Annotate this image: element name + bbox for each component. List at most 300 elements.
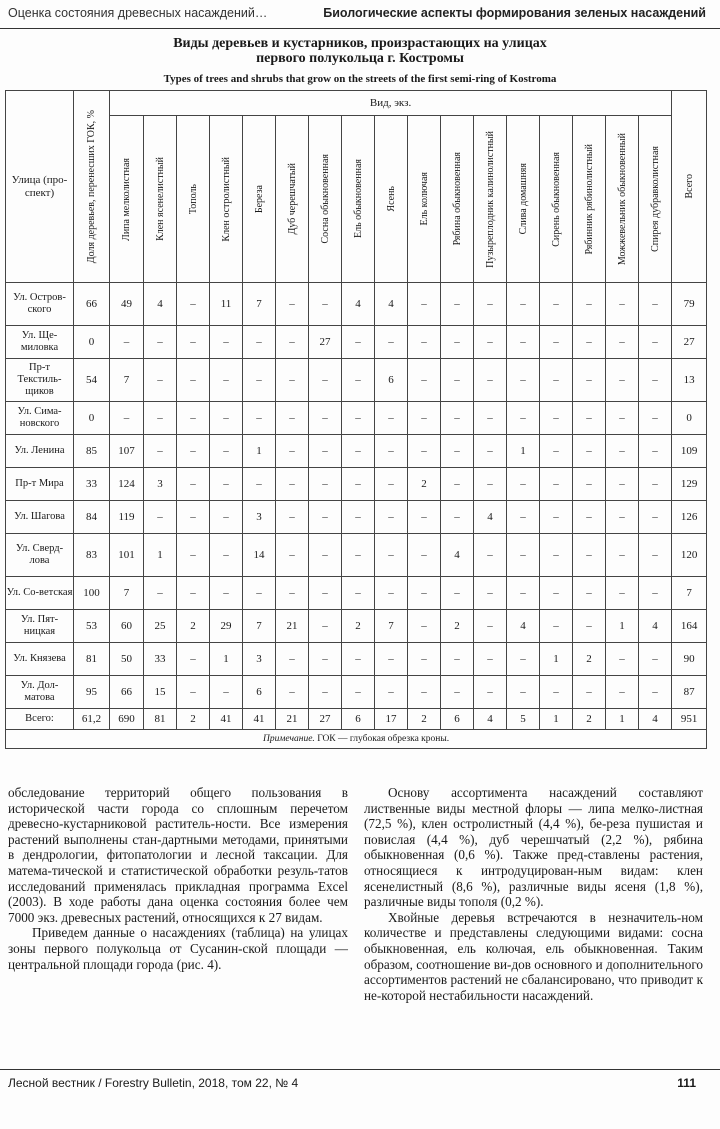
count-cell: – (342, 435, 375, 468)
species-header (210, 116, 243, 283)
count-cell: 4 (474, 709, 507, 730)
species-header-text: Тополь (187, 183, 199, 215)
table-row (6, 610, 707, 643)
count-cell: – (441, 676, 474, 709)
street-name-cell: Пр-т Мира (6, 468, 74, 501)
species-header-text: Слива домашняя (517, 163, 529, 235)
count-cell: – (375, 643, 408, 676)
species-header (177, 116, 210, 283)
count-cell: – (177, 435, 210, 468)
count-cell: 1 (507, 435, 540, 468)
species-header-text: Спирея дубравколистная (649, 146, 661, 252)
species-header-text: Пузыреплодник калинолистный (484, 130, 496, 268)
row-total-cell: 164 (672, 610, 707, 643)
count-cell: – (309, 610, 342, 643)
street-name-cell: Пр-т Текстиль-щиков (6, 359, 74, 402)
count-cell: 29 (210, 610, 243, 643)
count-cell: – (375, 534, 408, 577)
count-cell: – (408, 643, 441, 676)
species-header (408, 116, 441, 283)
count-cell: 107 (110, 435, 144, 468)
count-cell: 101 (110, 534, 144, 577)
count-cell: – (309, 435, 342, 468)
count-cell: – (177, 643, 210, 676)
count-cell: – (606, 402, 639, 435)
running-header (0, 0, 720, 29)
count-cell: – (441, 468, 474, 501)
street-name-cell: Ул. Шагова (6, 501, 74, 534)
count-cell: – (474, 435, 507, 468)
row-total-cell: 120 (672, 534, 707, 577)
street-name-cell: Ул. Сима-новского (6, 402, 74, 435)
street-name-cell: Ул. Князева (6, 643, 74, 676)
share-cell: 95 (74, 676, 110, 709)
running-header-right: Биологические аспекты формирования зеленых насаждений (323, 6, 706, 20)
header-share-text: Доля деревьев, перенесших ГОК, % (86, 109, 97, 264)
count-cell: – (573, 283, 606, 326)
count-cell: 81 (144, 709, 177, 730)
species-header-text: Рябинник рябинолистный (583, 143, 595, 255)
note-text: ГОК — глубокая обрезка кроны. (314, 734, 450, 744)
count-cell: – (540, 435, 573, 468)
count-cell: – (474, 283, 507, 326)
count-cell: – (606, 283, 639, 326)
count-cell: 6 (441, 709, 474, 730)
count-cell: – (210, 676, 243, 709)
count-cell: 50 (110, 643, 144, 676)
row-total-cell: 90 (672, 643, 707, 676)
count-cell: 2 (573, 709, 606, 730)
count-cell: 4 (375, 283, 408, 326)
count-cell: – (177, 501, 210, 534)
count-cell: – (540, 359, 573, 402)
share-cell: 0 (74, 402, 110, 435)
count-cell: 6 (375, 359, 408, 402)
count-cell: 1 (540, 643, 573, 676)
count-cell: – (408, 501, 441, 534)
count-cell: – (276, 534, 309, 577)
running-footer (0, 1069, 720, 1090)
street-name-cell: Ул. Сверд-лова (6, 534, 74, 577)
count-cell: – (606, 501, 639, 534)
count-cell: 4 (639, 709, 672, 730)
paragraph: Основу ассортимента насаждений составляют лиственные виды местной флоры — липа мелко-листная (72,5 %), клен остролистный (4,4 %), бе-реза пушистая и повислая (4,4 %), дуб черешчатый (2,2 %), рябина обыкновенная (0,6 %). Также пред-ставлены растения, относящиеся к интродуцирован-ным видам: клен ясенелистный (8,6 %), различные виды ясеня (1,8 %), различные виды тополя (0,2 %). (364, 785, 703, 910)
count-cell: – (144, 577, 177, 610)
count-cell: 2 (177, 709, 210, 730)
count-cell: – (573, 326, 606, 359)
count-cell: – (540, 468, 573, 501)
count-cell: – (573, 610, 606, 643)
count-cell: 119 (110, 501, 144, 534)
species-header-text: Дуб черешчатый (286, 163, 298, 235)
paragraph: Хвойные деревья встречаются в незначитель-ном количестве и представлены следующими видами: сосна обыкновенная, ель колючая, ель обыкновенная. Таким образом, соотношение ви-дов основного и дополнительного ассортиментов растений не сбалансировано, что приводит к не-которой нестабильности насаждений. (364, 909, 703, 1003)
count-cell: – (276, 501, 309, 534)
row-total-cell: 79 (672, 283, 707, 326)
count-cell: – (309, 577, 342, 610)
species-header (309, 116, 342, 283)
count-cell: 2 (408, 709, 441, 730)
count-cell: 7 (243, 283, 276, 326)
count-cell: – (342, 534, 375, 577)
count-cell: – (110, 402, 144, 435)
count-cell: – (309, 643, 342, 676)
count-cell: – (309, 359, 342, 402)
count-cell: 1 (540, 709, 573, 730)
count-cell: – (177, 534, 210, 577)
count-cell: – (540, 283, 573, 326)
count-cell: 17 (375, 709, 408, 730)
count-cell: – (639, 643, 672, 676)
count-cell: – (573, 402, 606, 435)
species-header-text: Клен ясенелистный (154, 157, 166, 241)
count-cell: 4 (507, 610, 540, 643)
header-species-group: Вид, экз. (110, 91, 672, 116)
count-cell: – (540, 676, 573, 709)
totals-label-cell: Всего: (6, 709, 74, 730)
count-cell: – (276, 577, 309, 610)
count-cell: – (309, 283, 342, 326)
table-row (6, 501, 707, 534)
count-cell: – (507, 326, 540, 359)
header-total (672, 91, 707, 283)
count-cell: – (342, 359, 375, 402)
count-cell: – (375, 435, 408, 468)
count-cell: – (573, 534, 606, 577)
count-cell: – (639, 283, 672, 326)
count-cell: – (309, 534, 342, 577)
table-row (6, 326, 707, 359)
count-cell: – (441, 643, 474, 676)
street-name-cell: Ул. Со-ветская (6, 577, 74, 610)
count-cell: – (639, 577, 672, 610)
species-header (342, 116, 375, 283)
count-cell: 25 (144, 610, 177, 643)
table-row (6, 577, 707, 610)
count-cell: 21 (276, 610, 309, 643)
count-cell: – (540, 610, 573, 643)
count-cell: – (474, 402, 507, 435)
count-cell: – (210, 468, 243, 501)
count-cell: – (573, 435, 606, 468)
table-subtitle-en: Types of trees and shrubs that grow on the streets of the first semi-ring of Kostroma (163, 73, 557, 85)
paragraph: обследование территорий общего пользования в исторической части города со сплошным перечетом древесно-кустарниковой раститель-ности. Все измерения растений выполнены стан-дартными методами, принятыми в дендрологии, фитопатологии и лесной таксации. Для матема-тической и статистической обработки резуль-татов исследований применялась прикладная программа Excel (2003). В ходе работы дана оценка состояния более чем 7000 экз. древесных растений, относящихся к 27 видам. (8, 785, 348, 925)
count-cell: 5 (507, 709, 540, 730)
count-cell: 1 (210, 643, 243, 676)
count-cell: 7 (110, 577, 144, 610)
count-cell: – (342, 402, 375, 435)
running-header-left: Оценка состояния древесных насаждений… (8, 6, 268, 20)
count-cell: – (639, 402, 672, 435)
header-total-text: Всего (683, 174, 695, 199)
street-name-cell: Ул. Остров-ского (6, 283, 74, 326)
share-cell: 53 (74, 610, 110, 643)
count-cell: 41 (210, 709, 243, 730)
count-cell: – (309, 676, 342, 709)
table-title (0, 36, 720, 66)
species-header (110, 116, 144, 283)
count-cell: – (540, 534, 573, 577)
count-cell: – (408, 676, 441, 709)
count-cell: 14 (243, 534, 276, 577)
count-cell: – (507, 359, 540, 402)
count-cell: – (441, 359, 474, 402)
row-total-cell: 109 (672, 435, 707, 468)
count-cell: – (639, 534, 672, 577)
row-total-cell: 0 (672, 402, 707, 435)
count-cell: – (540, 501, 573, 534)
table-row (6, 359, 707, 402)
count-cell: – (573, 577, 606, 610)
count-cell: – (474, 326, 507, 359)
count-cell: 124 (110, 468, 144, 501)
count-cell: 2 (441, 610, 474, 643)
count-cell: 2 (408, 468, 441, 501)
count-cell: – (507, 577, 540, 610)
count-cell: – (342, 676, 375, 709)
count-cell: – (408, 610, 441, 643)
count-cell: – (573, 359, 606, 402)
count-cell: – (375, 326, 408, 359)
species-header-text: Сосна обыкновенная (319, 154, 331, 244)
species-header (540, 116, 573, 283)
species-header-text: Сирень обыкновенная (550, 151, 562, 247)
count-cell: – (408, 359, 441, 402)
count-cell: – (606, 468, 639, 501)
count-cell: – (507, 501, 540, 534)
count-cell: – (177, 468, 210, 501)
count-cell: – (540, 402, 573, 435)
count-cell: 60 (110, 610, 144, 643)
count-cell: – (375, 676, 408, 709)
note-label: Примечание. (262, 734, 315, 744)
share-cell: 0 (74, 326, 110, 359)
count-cell: – (144, 402, 177, 435)
table-row (6, 534, 707, 577)
totals-row (6, 709, 707, 730)
species-header-text: Клен остролистный (220, 156, 232, 242)
count-cell: – (441, 435, 474, 468)
count-cell: – (573, 676, 606, 709)
count-cell: – (606, 326, 639, 359)
count-cell: – (606, 676, 639, 709)
count-cell: 3 (243, 501, 276, 534)
count-cell: – (276, 676, 309, 709)
body-column-left (8, 785, 348, 972)
count-cell: – (210, 359, 243, 402)
share-cell: 100 (74, 577, 110, 610)
count-cell: – (606, 643, 639, 676)
species-header-text: Рябина обыкновенная (451, 152, 463, 246)
count-cell: 4 (441, 534, 474, 577)
count-cell: 7 (375, 610, 408, 643)
count-cell: – (408, 326, 441, 359)
count-cell: – (408, 534, 441, 577)
header-street: Улица (про-спект) (6, 91, 74, 283)
count-cell: – (144, 326, 177, 359)
count-cell: – (276, 643, 309, 676)
species-header (441, 116, 474, 283)
species-header-row (6, 116, 707, 283)
species-header (507, 116, 540, 283)
count-cell: – (276, 468, 309, 501)
row-total-cell: 13 (672, 359, 707, 402)
count-cell: – (375, 468, 408, 501)
table-row (6, 676, 707, 709)
count-cell: – (441, 326, 474, 359)
species-header (573, 116, 606, 283)
count-cell: 2 (342, 610, 375, 643)
count-cell: – (144, 501, 177, 534)
count-cell: – (210, 326, 243, 359)
count-cell: – (177, 676, 210, 709)
species-header-text: Липа мелколистная (121, 157, 132, 241)
count-cell: – (309, 501, 342, 534)
street-name-cell: Ул. Пят-ницкая (6, 610, 74, 643)
count-cell: – (309, 468, 342, 501)
count-cell: – (309, 402, 342, 435)
count-cell: – (474, 643, 507, 676)
count-cell: – (243, 326, 276, 359)
count-cell: – (276, 326, 309, 359)
count-cell: – (210, 402, 243, 435)
row-total-cell: 129 (672, 468, 707, 501)
count-cell: 1 (606, 610, 639, 643)
count-cell: 21 (276, 709, 309, 730)
table-row (6, 435, 707, 468)
count-cell: – (342, 643, 375, 676)
table-note (6, 730, 707, 749)
count-cell: – (144, 359, 177, 402)
species-header-text: Можжевельник обыкновенный (616, 132, 628, 266)
count-cell: 1 (144, 534, 177, 577)
count-cell: – (474, 610, 507, 643)
species-header-text: Ясень (385, 186, 397, 212)
count-cell: – (243, 468, 276, 501)
species-table (5, 90, 707, 749)
table-row (6, 402, 707, 435)
body-column-right (364, 785, 703, 1003)
count-cell: – (210, 577, 243, 610)
count-cell: 7 (110, 359, 144, 402)
count-cell: 4 (639, 610, 672, 643)
row-total-cell: 87 (672, 676, 707, 709)
street-name-cell: Ул. Ще-миловка (6, 326, 74, 359)
count-cell: 4 (474, 501, 507, 534)
count-cell: 2 (177, 610, 210, 643)
count-cell: – (342, 501, 375, 534)
count-cell: – (177, 402, 210, 435)
count-cell: 27 (309, 709, 342, 730)
count-cell: – (144, 435, 177, 468)
page-number: 111 (677, 1076, 696, 1090)
count-cell: – (177, 326, 210, 359)
share-cell: 61,2 (74, 709, 110, 730)
count-cell: – (342, 468, 375, 501)
count-cell: – (375, 577, 408, 610)
count-cell: – (441, 501, 474, 534)
street-name-cell: Ул. Дол-матова (6, 676, 74, 709)
count-cell: 41 (243, 709, 276, 730)
count-cell: 49 (110, 283, 144, 326)
count-cell: – (375, 402, 408, 435)
street-name-cell: Ул. Ленина (6, 435, 74, 468)
share-cell: 66 (74, 283, 110, 326)
species-header (375, 116, 408, 283)
count-cell: – (639, 676, 672, 709)
count-cell: – (639, 468, 672, 501)
count-cell: – (441, 402, 474, 435)
count-cell: – (243, 577, 276, 610)
table-row (6, 468, 707, 501)
count-cell: – (243, 359, 276, 402)
species-header (606, 116, 639, 283)
species-header (276, 116, 309, 283)
count-cell: – (276, 359, 309, 402)
count-cell: – (210, 534, 243, 577)
count-cell: – (507, 534, 540, 577)
count-cell: – (639, 435, 672, 468)
count-cell: 1 (606, 709, 639, 730)
count-cell: 3 (243, 643, 276, 676)
count-cell: – (573, 501, 606, 534)
count-cell: – (408, 435, 441, 468)
count-cell: – (177, 577, 210, 610)
count-cell: – (441, 577, 474, 610)
table-row (6, 283, 707, 326)
count-cell: – (177, 283, 210, 326)
row-total-cell: 27 (672, 326, 707, 359)
share-cell: 81 (74, 643, 110, 676)
table-title-line1: Виды деревьев и кустарников, произрастающих на улицах (173, 36, 547, 51)
table-title-line2: первого полукольца г. Костромы (256, 51, 464, 66)
count-cell: 2 (573, 643, 606, 676)
count-cell: – (474, 577, 507, 610)
count-cell: – (606, 435, 639, 468)
share-cell: 33 (74, 468, 110, 501)
count-cell: – (507, 283, 540, 326)
share-cell: 85 (74, 435, 110, 468)
species-header-text: Береза (253, 184, 265, 214)
species-header (474, 116, 507, 283)
row-total-cell: 126 (672, 501, 707, 534)
header-share (74, 91, 110, 283)
count-cell: – (606, 359, 639, 402)
note-row (6, 730, 707, 749)
count-cell: – (408, 577, 441, 610)
count-cell: 4 (144, 283, 177, 326)
count-cell: – (573, 468, 606, 501)
count-cell: – (606, 577, 639, 610)
count-cell: – (441, 283, 474, 326)
grand-total-cell: 951 (672, 709, 707, 730)
count-cell: – (507, 468, 540, 501)
row-total-cell: 7 (672, 577, 707, 610)
count-cell: – (210, 435, 243, 468)
count-cell: – (507, 676, 540, 709)
species-header (243, 116, 276, 283)
count-cell: – (474, 359, 507, 402)
count-cell: 4 (342, 283, 375, 326)
species-header (144, 116, 177, 283)
species-header-text: Ель колючая (418, 172, 430, 226)
count-cell: 6 (243, 676, 276, 709)
count-cell: – (342, 326, 375, 359)
count-cell: – (276, 435, 309, 468)
count-cell: – (606, 534, 639, 577)
count-cell: – (243, 402, 276, 435)
count-cell: – (639, 326, 672, 359)
count-cell: – (408, 283, 441, 326)
